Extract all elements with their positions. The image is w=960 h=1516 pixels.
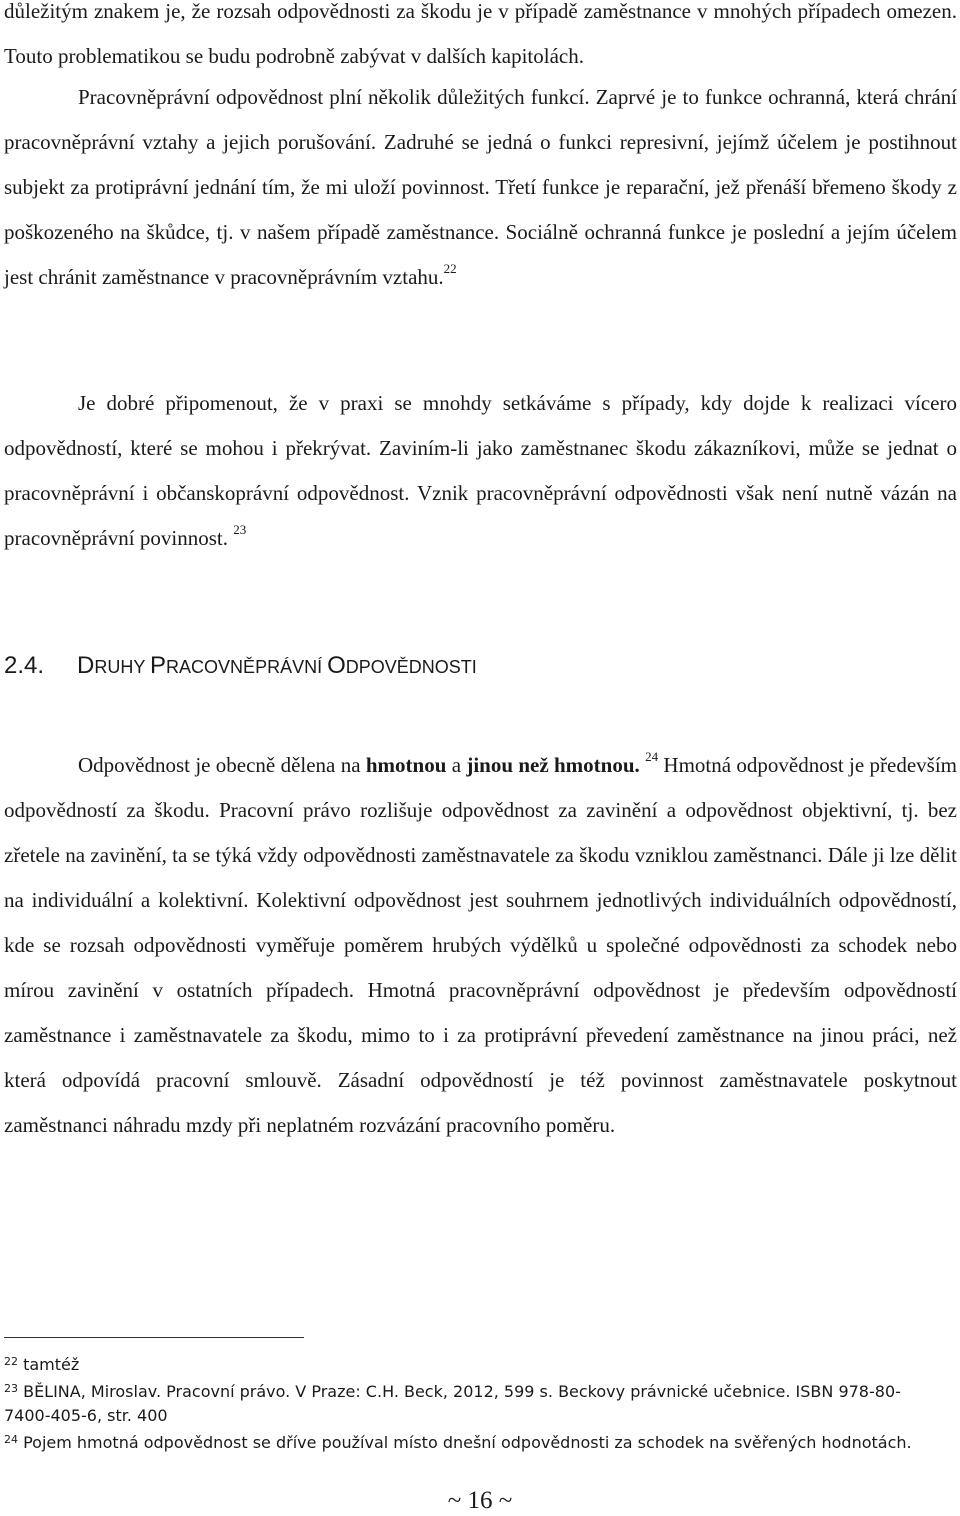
paragraph-text: Hmotná odpovědnost je především odpovědností za škodu. Pracovní právo rozlišuje odpovědnost za zavinění a odpovědnost objektivní, tj. bez zřetele na zavinění, ta se týká vždy odpovědnosti zaměstnavatele za škodu vzniklou zaměstnanci. Dále ji lze dělit na individuální a kolektivní. Kolektivní odpovědnost jest souhrnem jednotlivých individuálních odpovědností, kde se rozsah odpovědnosti vyměřuje poměrem hrubých výdělků u společné odpovědnosti za schodek nebo mírou zavinění v ostatních případech. Hmotná pracovněprávní odpovědnost je především odpovědností zaměstnance i zaměstnavatele za škodu, mimo to i za protiprávní převedení zaměstnance na jinou práci, než která odpovídá pracovní smlouvě. Zásadní odpovědností je též povinnost zaměstnavatele poskytnout zaměstnanci náhradu mzdy při neplatném rozvázání pracovního poměru.: [4, 753, 958, 1137]
section-number: 2.4.: [4, 652, 45, 679]
footnote-24: [4, 1428, 944, 1455]
paragraph-text: a: [446, 753, 467, 777]
paragraph-text: Odpovědnost je obecně dělena na: [78, 753, 366, 777]
title-initial: D: [77, 652, 95, 679]
section-heading: [4, 646, 477, 687]
footnote-text: BĚLINA, Miroslav. Pracovní právo. V Praze: C.H. Beck, 2012, 599 s. Beckovy právnické učebnice. ISBN 978-80-7400-405-6, str. 400: [4, 1382, 901, 1425]
footnote-separator: [4, 1337, 304, 1338]
paragraph-intro-continuation: [4, 0, 957, 79]
title-initial: P: [150, 652, 167, 679]
footnote-reference-24[interactable]: 24: [645, 749, 659, 764]
footnotes: [4, 1350, 944, 1455]
paragraph-text: důležitým znakem je, že rozsah odpovědnosti za škodu je v případě zaměstnance v mnohých případech omezen. Touto problematikou se budu podrobně zabývat v dalších kapitolách.: [4, 0, 957, 68]
footnote-reference-22[interactable]: 22: [443, 261, 457, 276]
footnote-text: Pojem hmotná odpovědnost se dříve používal místo dnešní odpovědnosti za schodek na svěřených hodnotách.: [18, 1433, 912, 1452]
title-rest: RACOVNĚPRÁVNÍ: [166, 657, 328, 677]
title-initial: O: [327, 652, 346, 679]
paragraph-types-of-liability: [4, 743, 957, 1148]
section-title: [77, 652, 477, 679]
title-rest: DPOVĚDNOSTI: [345, 657, 477, 677]
bold-term-hmotnou: hmotnou: [365, 753, 447, 777]
paragraph-functions: [4, 75, 957, 300]
paragraph-text: Pracovněprávní odpovědnost plní několik důležitých funkcí. Zaprvé je to funkce ochranná, která chrání pracovněprávní vztahy a jejich porušování. Zadruhé se jedná o funkci represivní, jejímž účelem je postihnout subjekt za protiprávní jednání tím, že mi uloží povinnost. Třetí funkce je reparační, jež přenáší břemeno škody z poškozeného na škůdce, tj. v našem případě zaměstnance. Sociálně ochranná funkce je poslední a jejím účelem jest chránit zaměstnance v pracovněprávním vztahu.: [4, 85, 957, 289]
footnote-number: 24: [4, 1433, 18, 1446]
footnote-23: [4, 1377, 944, 1428]
footnote-text: tamtéž: [18, 1355, 80, 1374]
footnote-number: 23: [4, 1382, 18, 1395]
footnote-reference-23[interactable]: 23: [233, 522, 247, 537]
paragraph-overlapping-liability: [4, 381, 957, 561]
bold-term-jinou-nez-hmotnou: jinou než hmotnou.: [466, 753, 640, 777]
page-number: ~ 16 ~: [447, 1487, 513, 1514]
footnote-22: [4, 1350, 944, 1377]
paragraph-text: Je dobré připomenout, že v praxi se mnohdy setkáváme s případy, kdy dojde k realizaci vícero odpovědností, které se mohou i překrývat. Zaviním-li jako zaměstnanec škodu zákazníkovi, může se jednat o pracovněprávní i občanskoprávní odpovědnost. Vznik pracovněprávní odpovědnosti však není nutně vázán na pracovněprávní povinnost.: [4, 391, 957, 550]
title-rest: RUHY: [94, 657, 151, 677]
footnote-number: 22: [4, 1355, 18, 1368]
